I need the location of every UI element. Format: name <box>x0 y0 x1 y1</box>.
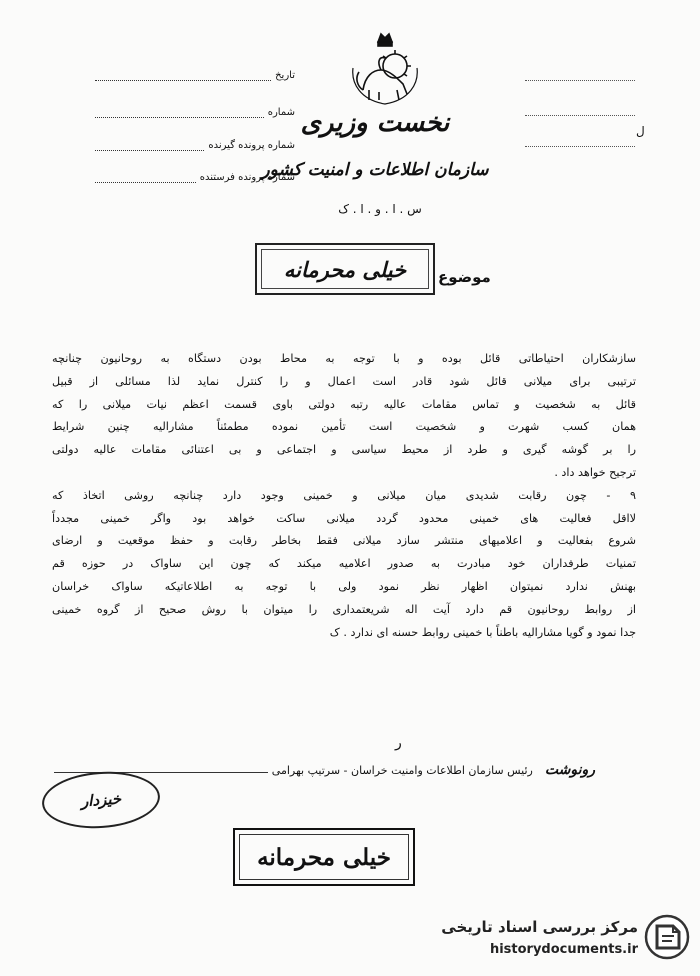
recipient-file-field-line <box>95 143 204 151</box>
body-line: از روابط روحانیون قم دارد آیت اله شریعتمداری را میتوان با روش صحیح از گروه خمینی <box>52 602 636 616</box>
signer-mark: ر <box>395 735 402 751</box>
body-line: شروع بفعالیت و اعلامیهای منتشر سازد میلانی فقط بخاطر رقابت و حفظ موقعیت و ارضای <box>52 534 636 548</box>
body-line: لااقل فعالیت های خمینی محدود گردد میلانی ساکت خواهد بود واگر خمینی مجدداً <box>52 511 636 525</box>
right-field-line <box>525 80 635 81</box>
body-line: سازشکاران احتیاطاتی قائل بوده و با توجه به محاط بودن دستگاه به روحانیون چنانچه <box>52 352 636 365</box>
body-line: بهنش ندارد نمیتوان اظهار نظر نمود ولی با توجه به اطلاعاتیکه ساواک خراسان <box>52 579 636 593</box>
subject-label: موضوع <box>438 268 491 286</box>
letter-body <box>52 348 636 644</box>
body-line: همان کسب شهرت و شخصیت است تأمین نموده مطمئناً مشارالیه چنین شرایط <box>52 420 636 434</box>
right-field-line <box>525 115 635 116</box>
meta-date-row <box>95 70 295 81</box>
stamp-inner-border <box>261 249 429 289</box>
sender-file-label: شماره پرونده فرستنده <box>199 172 295 183</box>
bottom-stamp-text: خیلی محرمانه <box>257 843 391 871</box>
body-line: ترجیح خواهد داد . <box>554 465 636 479</box>
right-field-line <box>525 146 635 147</box>
signature-text: رئیس سازمان اطلاعات وامنیت خراسان - سرتیپ بهرامی <box>271 763 533 777</box>
body-line: را بر گوشه گیری و طرد از محیط سیاسی و اجتماعی و بی اعتنائی مقامات عالیه دولتی <box>52 443 636 457</box>
oval-stamp-text: خیزدار <box>80 789 122 811</box>
classification-stamp <box>255 243 435 295</box>
sender-file-field-line <box>95 175 196 183</box>
watermark-title: مرکز بررسی اسناد تاریخی <box>441 918 638 936</box>
page-title: نخست وزیری <box>300 108 450 138</box>
signature-dash <box>54 767 268 773</box>
stamp-inner-border <box>239 834 409 880</box>
watermark <box>410 910 692 968</box>
organization-code: س . ا . و . ا . ک <box>338 202 422 216</box>
organization-name: سازمان اطلاعات و امنیت کشور <box>261 160 489 180</box>
recipient-file-label: شماره پرونده گیرنده <box>208 140 295 151</box>
body-line: تمنیات طرفداران خود مبادرت به صدور اعلامیه میکند که چون این ساواک در حوزه قم <box>52 557 636 571</box>
meta-number-row <box>95 107 295 118</box>
number-label: شماره <box>267 107 295 118</box>
copy-note: رونوشت <box>544 762 595 778</box>
archive-logo-icon <box>644 914 690 960</box>
watermark-url: historydocuments.ir <box>489 942 638 957</box>
lion-and-sun-emblem-icon <box>345 28 425 108</box>
meta-sender-file-row <box>95 172 295 183</box>
classification-stamp-text: خیلی محرمانه <box>283 256 407 282</box>
body-line: ۹ - چون رقابت شدیدی میان میلانی و خمینی وجود دارد چنانچه روشی اتخاذ که <box>52 488 636 502</box>
bottom-classification-stamp <box>233 828 415 886</box>
date-field-line <box>95 73 271 81</box>
edge-mark: ل <box>636 124 645 138</box>
meta-recipient-file-row <box>95 140 295 151</box>
body-line: ترتیبی برای میلانی قائل شود قادر است اعمال و را کنترل نماید لذا مسائلی از قبیل <box>52 374 636 388</box>
body-line: جدا نمود و گویا مشارالیه باطناً با خمینی روابط حسنه ای ندارد . ک <box>329 625 636 639</box>
number-field-line <box>95 110 264 118</box>
body-line: قائل به شخصیت و تماس مقامات عالیه رتبه دولتی باوی قسمت اعظم نیات میلانی را که <box>52 397 636 411</box>
date-label: تاریخ <box>275 70 295 81</box>
